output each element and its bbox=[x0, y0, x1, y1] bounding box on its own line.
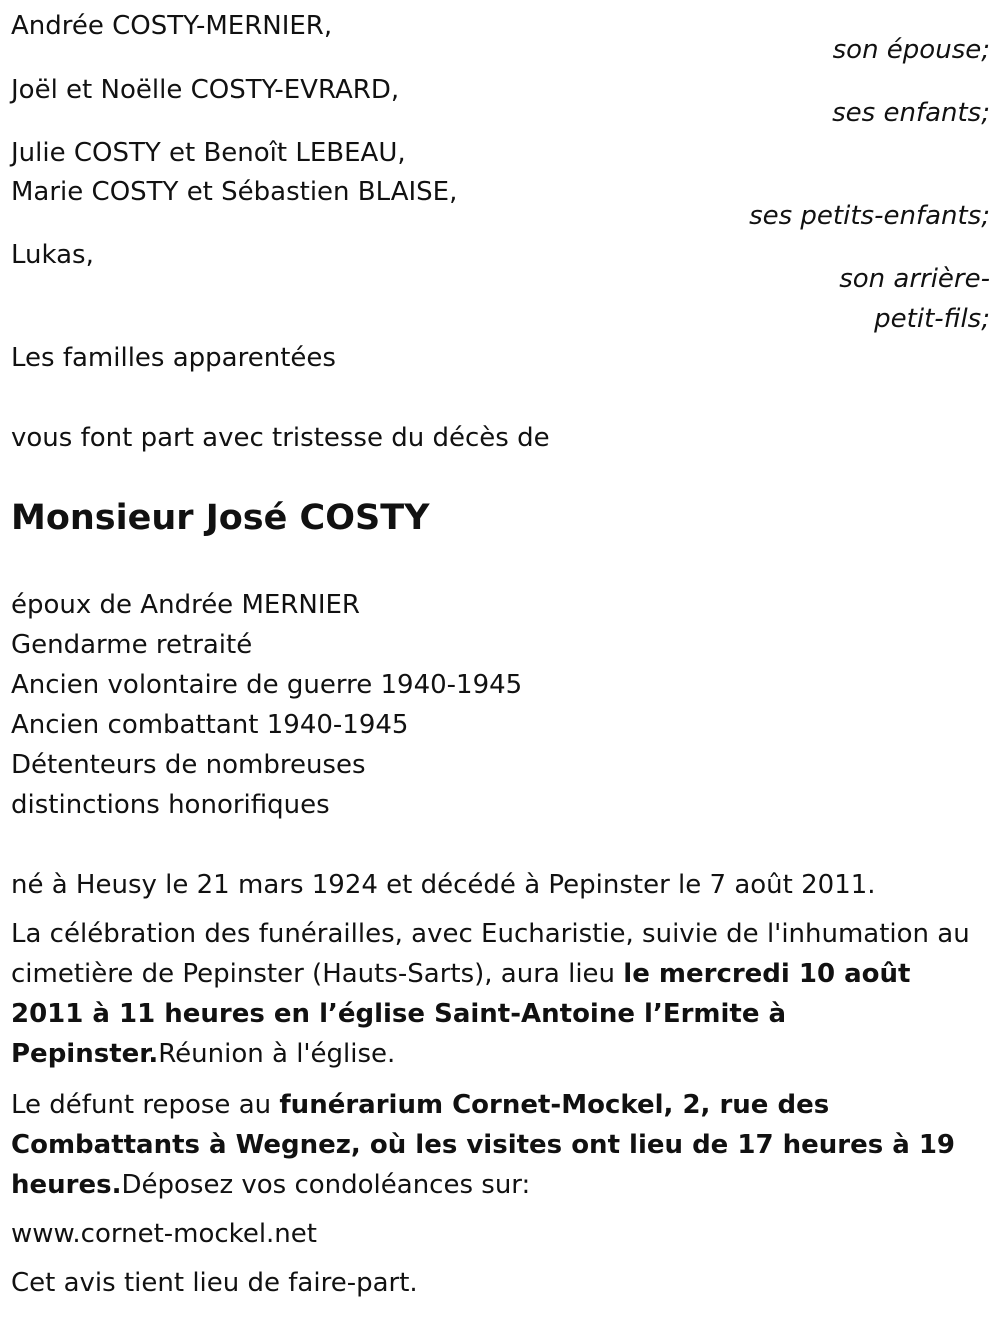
birth-death-text: né à Heusy le 21 mars 1924 et décédé à Pepinster le 7 août 2011. bbox=[11, 870, 876, 900]
family-grandchildren-names-2: Marie COSTY et Sébastien BLAISE, bbox=[11, 177, 458, 207]
family-grandchildren-names-1: Julie COSTY et Benoît LEBEAU, bbox=[11, 138, 406, 168]
family-great-grandchild-name: Lukas, bbox=[11, 240, 94, 270]
family-relatives: Les familles apparentées bbox=[11, 343, 336, 373]
repose-paragraph bbox=[11, 1085, 991, 1205]
funeral-details: le mercredi 10 août 2011 à 11 heures en l’église Saint-Antoine l’Ermite à Pepinster. bbox=[11, 959, 911, 1069]
family-grandchildren-role: ses petits-enfants; bbox=[749, 201, 990, 231]
family-great-grandchild-role-2: petit-fils; bbox=[874, 304, 990, 334]
family-spouse-name: Andrée COSTY-MERNIER, bbox=[11, 11, 333, 41]
closing-text: Cet avis tient lieu de faire-part. bbox=[11, 1268, 418, 1298]
announcement-text: vous font part avec tristesse du décès de bbox=[11, 423, 550, 453]
deceased-detail: époux de Andrée MERNIER bbox=[11, 590, 360, 620]
condolences-website: www.cornet-mockel.net bbox=[11, 1219, 317, 1249]
deceased-detail: Ancien volontaire de guerre 1940-1945 bbox=[11, 670, 523, 700]
funeral-paragraph bbox=[11, 914, 991, 1074]
deceased-detail: distinctions honorifiques bbox=[11, 790, 330, 820]
repose-details: funérarium Cornet-Mockel, 2, rue des Combattants à Wegnez, où les visites ont lieu de 17 heures à 19 heures. bbox=[11, 1090, 956, 1200]
funeral-outro: Réunion à l'église. bbox=[158, 1039, 396, 1069]
family-children-names: Joël et Noëlle COSTY-EVRARD, bbox=[11, 75, 400, 105]
repose-outro: Déposez vos condoléances sur: bbox=[121, 1170, 531, 1200]
family-children-role: ses enfants; bbox=[832, 98, 990, 128]
deceased-detail: Ancien combattant 1940-1945 bbox=[11, 710, 409, 740]
deceased-name: Monsieur José COSTY bbox=[11, 498, 430, 538]
family-great-grandchild-role-1: son arrière- bbox=[839, 264, 990, 294]
repose-intro: Le défunt repose au bbox=[11, 1090, 280, 1120]
deceased-detail: Gendarme retraité bbox=[11, 630, 253, 660]
funeral-intro: La célébration des funérailles, avec Eucharistie, suivie de l'inhumation au cimetière de Pepinster (Hauts-Sarts), aura lieu bbox=[11, 919, 970, 989]
family-spouse-role: son épouse; bbox=[832, 35, 990, 65]
deceased-detail: Détenteurs de nombreuses bbox=[11, 750, 366, 780]
